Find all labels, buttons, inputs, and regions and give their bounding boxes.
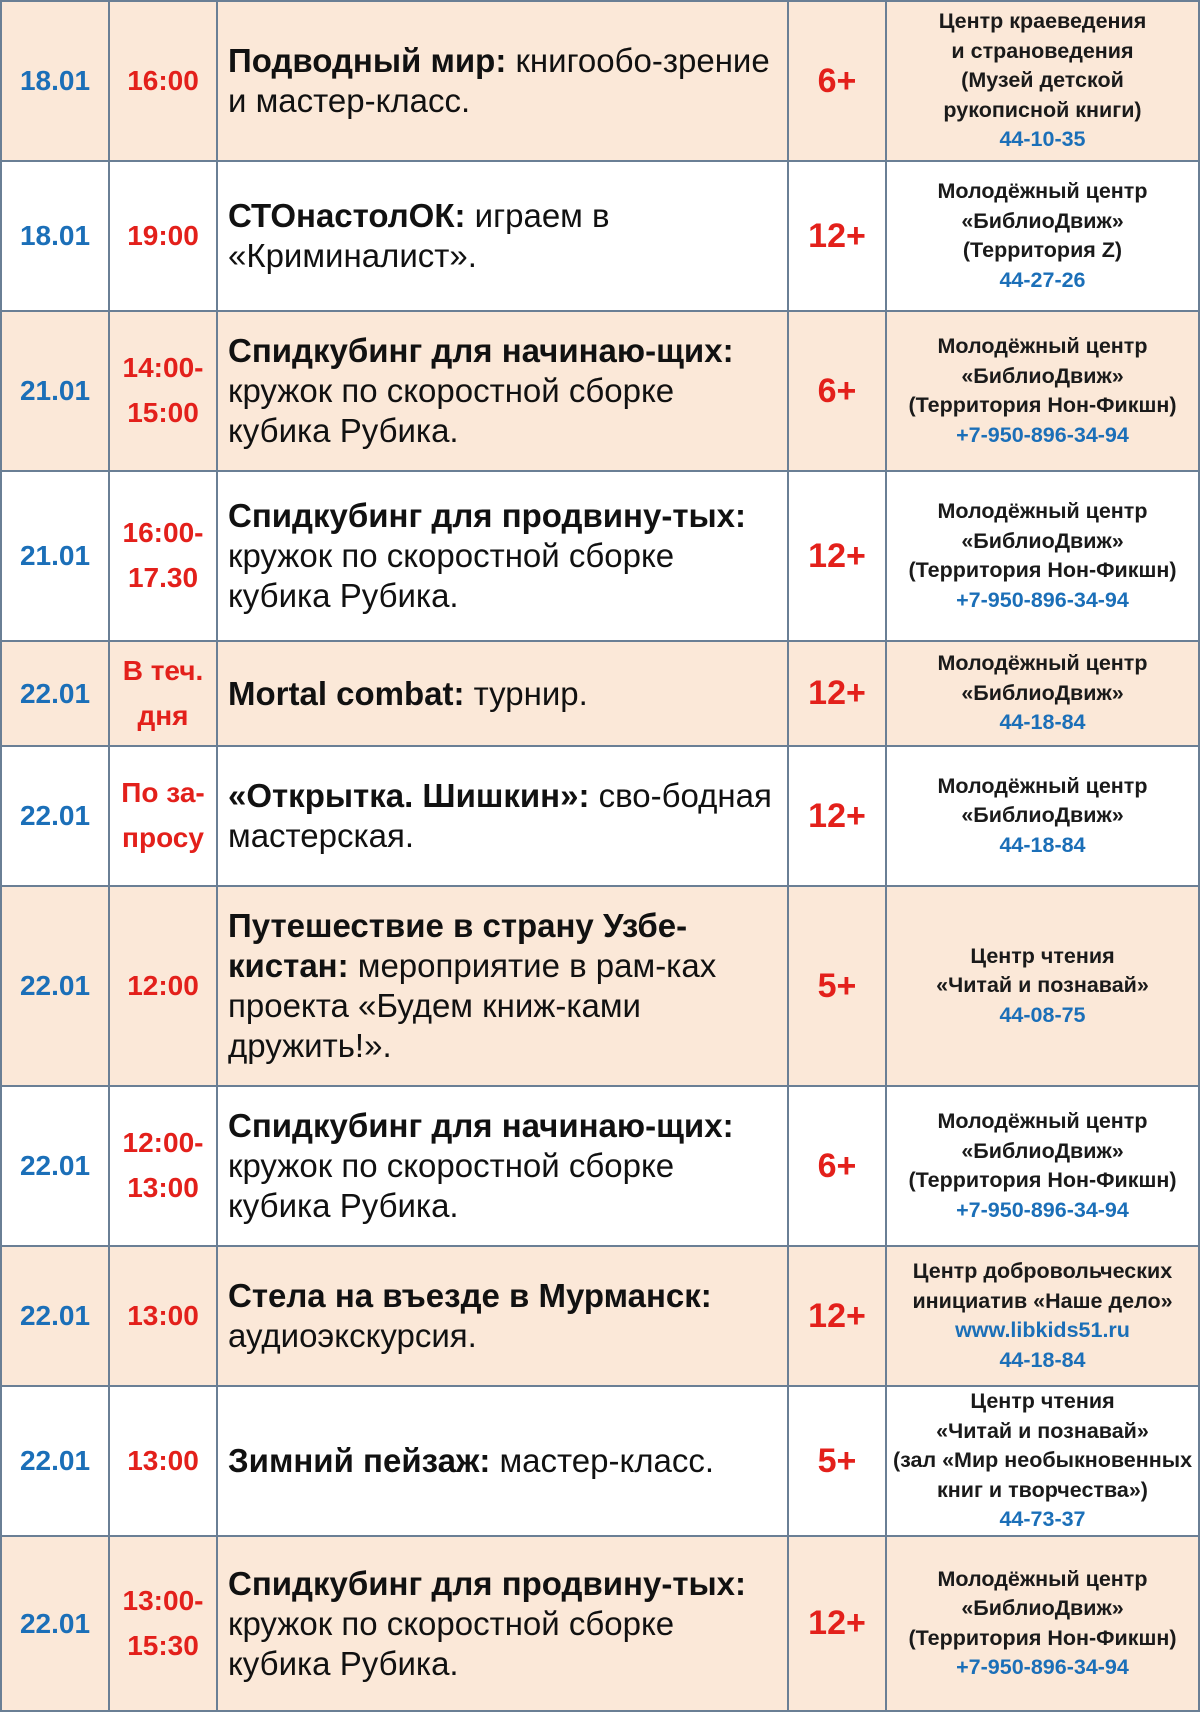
event-time	[109, 1246, 217, 1386]
venue-contact: 44-27-26	[999, 267, 1086, 292]
venue-line: Молодёжный центр	[937, 773, 1148, 798]
event-row	[1, 161, 1199, 311]
venue-line: «БиблиоДвиж»	[961, 680, 1124, 705]
event-title: Спидкубинг для начинаю-щих:	[228, 332, 734, 369]
age-rating-badge: 6+	[788, 1, 886, 161]
event-description-cell	[217, 1086, 788, 1246]
event-date: 22.01	[1, 1086, 109, 1246]
event-row	[1, 746, 1199, 886]
event-time	[109, 1536, 217, 1711]
event-details: кружок по скоростной сборке кубика Рубика.	[228, 1147, 675, 1224]
venue-line: Центр краеведения	[938, 9, 1147, 34]
venue-line: «БиблиоДвиж»	[961, 528, 1124, 553]
event-title: Спидкубинг для продвину-тых:	[228, 497, 747, 534]
venue-contact: 44-18-84	[999, 1347, 1086, 1372]
venue-line: (зал «Мир необыкновенных	[892, 1448, 1193, 1473]
venue-line: «БиблиоДвиж»	[961, 208, 1124, 233]
event-row	[1, 1386, 1199, 1536]
venue-contact: 44-18-84	[999, 832, 1086, 857]
event-time-line: 12:00-	[122, 1127, 204, 1159]
event-title: «Открытка. Шишкин»:	[228, 777, 590, 814]
event-description-cell	[217, 1, 788, 161]
event-time-line: 12:00	[127, 969, 199, 1001]
event-title: СТОнастолОК:	[228, 197, 466, 234]
event-row	[1, 886, 1199, 1086]
event-description-cell	[217, 1386, 788, 1536]
event-date: 22.01	[1, 886, 109, 1086]
venue-line: (Территория Нон-Фикшн)	[908, 1168, 1177, 1192]
venue-line: Центр чтения	[970, 1389, 1115, 1414]
event-time	[109, 746, 217, 886]
event-description-cell	[217, 161, 788, 311]
event-time-line: 13:00-	[122, 1584, 204, 1616]
event-details: мастер-класс.	[490, 1442, 715, 1479]
event-description-cell	[217, 311, 788, 471]
venue-line: «БиблиоДвиж»	[961, 1138, 1124, 1163]
event-time-line: В теч.	[122, 654, 204, 686]
event-title: Стела на въезде в Мурманск:	[228, 1277, 712, 1314]
event-title: Путешествие в страну Узбе-кистан:	[228, 907, 688, 984]
event-title: Подводный мир:	[228, 42, 507, 79]
event-time	[109, 161, 217, 311]
event-row	[1, 641, 1199, 746]
event-date: 22.01	[1, 1386, 109, 1536]
venue-line: (Территория Z)	[962, 238, 1123, 262]
venue-line: «БиблиоДвиж»	[961, 363, 1124, 388]
venue-line: (Территория Нон-Фикшн)	[908, 393, 1177, 417]
venue-cell	[886, 1086, 1199, 1246]
event-details: кружок по скоростной сборке кубика Рубика.	[228, 537, 675, 614]
venue-contact: +7-950-896-34-94	[956, 1655, 1129, 1679]
event-time-line: 17.30	[127, 562, 199, 593]
age-rating-badge: 5+	[788, 1386, 886, 1536]
event-details: сво-бодная мастерская.	[228, 777, 772, 854]
event-schedule-body	[1, 1, 1199, 1711]
event-row	[1, 1086, 1199, 1246]
event-time-line: 13:00	[127, 1299, 199, 1331]
venue-line: рукописной книги)	[943, 97, 1142, 122]
event-time-line: 16:00	[127, 64, 199, 96]
age-rating-badge: 6+	[788, 311, 886, 471]
event-title: Спидкубинг для начинаю-щих:	[228, 1107, 734, 1144]
venue-line: и страноведения	[951, 38, 1134, 63]
event-description-cell	[217, 471, 788, 641]
event-time-line: 19:00	[127, 219, 199, 251]
venue-line: «Читай и познавай»	[936, 973, 1149, 998]
venue-cell	[886, 1, 1199, 161]
event-date: 21.01	[1, 471, 109, 641]
venue-cell	[886, 311, 1199, 471]
event-row	[1, 1246, 1199, 1386]
venue-cell	[886, 746, 1199, 886]
event-time	[109, 886, 217, 1086]
event-description-cell	[217, 746, 788, 886]
age-rating-badge: 12+	[788, 1536, 886, 1711]
venue-line: Молодёжный центр	[937, 651, 1148, 676]
venue-line: «БиблиоДвиж»	[961, 1596, 1124, 1620]
event-description-cell	[217, 641, 788, 746]
event-date: 21.01	[1, 311, 109, 471]
venue-cell	[886, 161, 1199, 311]
venue-line: (Музей детской	[961, 68, 1124, 93]
age-rating-badge: 6+	[788, 1086, 886, 1246]
venue-line: Молодёжный центр	[937, 179, 1148, 203]
event-description-cell	[217, 886, 788, 1086]
event-details: кружок по скоростной сборке кубика Рубика.	[228, 1604, 675, 1682]
age-rating-badge: 5+	[788, 886, 886, 1086]
venue-contact: +7-950-896-34-94	[956, 587, 1129, 612]
age-rating-badge: 12+	[788, 746, 886, 886]
event-title: Mortal combat:	[228, 674, 465, 712]
age-rating-badge: 12+	[788, 471, 886, 641]
event-date: 18.01	[1, 1, 109, 161]
venue-cell	[886, 641, 1199, 746]
event-details: книгообо-зрение и мастер-класс.	[228, 42, 770, 119]
venue-cell	[886, 1246, 1199, 1386]
event-time	[109, 1, 217, 161]
age-rating-badge: 12+	[788, 641, 886, 746]
event-date: 18.01	[1, 161, 109, 311]
event-date: 22.01	[1, 641, 109, 746]
venue-line: (Территория Нон-Фикшн)	[908, 1625, 1177, 1650]
event-time-line: По за-	[121, 777, 205, 809]
venue-contact: 44-08-75	[999, 1002, 1086, 1027]
venue-cell	[886, 1386, 1199, 1536]
venue-line: «БиблиоДвиж»	[961, 803, 1124, 828]
venue-line: «Читай и познавай»	[936, 1418, 1149, 1443]
venue-line: книг и творчества»)	[937, 1477, 1148, 1502]
venue-line: Центр чтения	[970, 943, 1115, 968]
venue-cell	[886, 471, 1199, 641]
event-row	[1, 1, 1199, 161]
venue-line: Молодёжный центр	[937, 1109, 1148, 1133]
event-details: мероприятие в рам-ках проекта «Будем книж-ками дружить!».	[228, 947, 717, 1064]
event-time-line: 15:00	[127, 397, 199, 428]
venue-cell	[886, 1536, 1199, 1711]
event-time	[109, 311, 217, 471]
event-time-line: 14:00-	[122, 352, 204, 384]
venue-line: инициатив «Наше дело»	[912, 1288, 1173, 1313]
event-time-line: дня	[137, 699, 189, 731]
event-date: 22.01	[1, 746, 109, 886]
age-rating-badge: 12+	[788, 161, 886, 311]
event-time-line: 16:00-	[122, 517, 204, 549]
event-date: 22.01	[1, 1246, 109, 1386]
venue-contact: 44-18-84	[999, 710, 1086, 735]
age-rating-badge: 12+	[788, 1246, 886, 1386]
event-time	[109, 1386, 217, 1536]
venue-contact: 44-73-37	[999, 1507, 1086, 1532]
event-time-line: 15:30	[127, 1629, 199, 1661]
venue-contact: +7-950-896-34-94	[956, 422, 1129, 447]
venue-line: Молодёжный центр	[937, 334, 1148, 358]
event-time-line: 13:00	[127, 1172, 199, 1203]
event-details: играем в «Криминалист».	[228, 197, 610, 274]
venue-line: Молодёжный центр	[937, 1566, 1148, 1591]
event-details: турнир.	[464, 674, 588, 712]
event-time-line: 13:00	[127, 1444, 199, 1476]
event-description-cell	[217, 1246, 788, 1386]
event-details: кружок по скоростной сборке кубика Рубика.	[228, 372, 675, 449]
event-details: аудиоэкскурсия.	[228, 1317, 477, 1354]
event-row	[1, 471, 1199, 641]
event-date: 22.01	[1, 1536, 109, 1711]
venue-line: (Территория Нон-Фикшн)	[908, 558, 1177, 582]
event-row	[1, 311, 1199, 471]
venue-contact: 44-10-35	[999, 127, 1086, 152]
event-time-line: просу	[122, 822, 204, 853]
event-time	[109, 471, 217, 641]
event-description-cell	[217, 1536, 788, 1711]
event-title: Зимний пейзаж:	[228, 1442, 491, 1479]
event-row	[1, 1536, 1199, 1711]
venue-contact: www.libkids51.ru	[955, 1318, 1130, 1342]
venue-line: Молодёжный центр	[937, 499, 1148, 523]
event-time	[109, 1086, 217, 1246]
venue-contact: +7-950-896-34-94	[956, 1197, 1129, 1222]
venue-cell	[886, 886, 1199, 1086]
venue-line: Центр добровольческих	[912, 1259, 1173, 1283]
event-time	[109, 641, 217, 746]
event-title: Спидкубинг для продвину-тых:	[228, 1564, 747, 1602]
